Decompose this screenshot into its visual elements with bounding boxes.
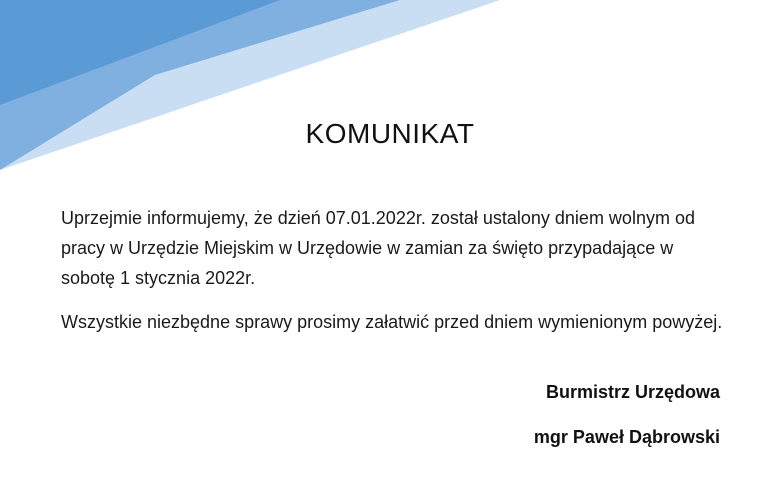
announcement-paragraph-2: Wszystkie niezbędne sprawy prosimy załatwić przed dniem wymienionym powyżej. [61,312,723,332]
signature-name: mgr Paweł Dąbrowski [533,427,720,447]
document-title: KOMUNIKAT [305,118,475,149]
signature-position: Burmistrz Urzędowa [545,382,720,402]
announcement-paragraph-1: Uprzejmie informujemy, że dzień 07.01.2022r. został ustalony dniem wolnym od pracy w Urzędzie Miejskim w Urzędowie w zamian za święto przypadające w sobotę 1 stycznia 2022r. [61,208,695,288]
